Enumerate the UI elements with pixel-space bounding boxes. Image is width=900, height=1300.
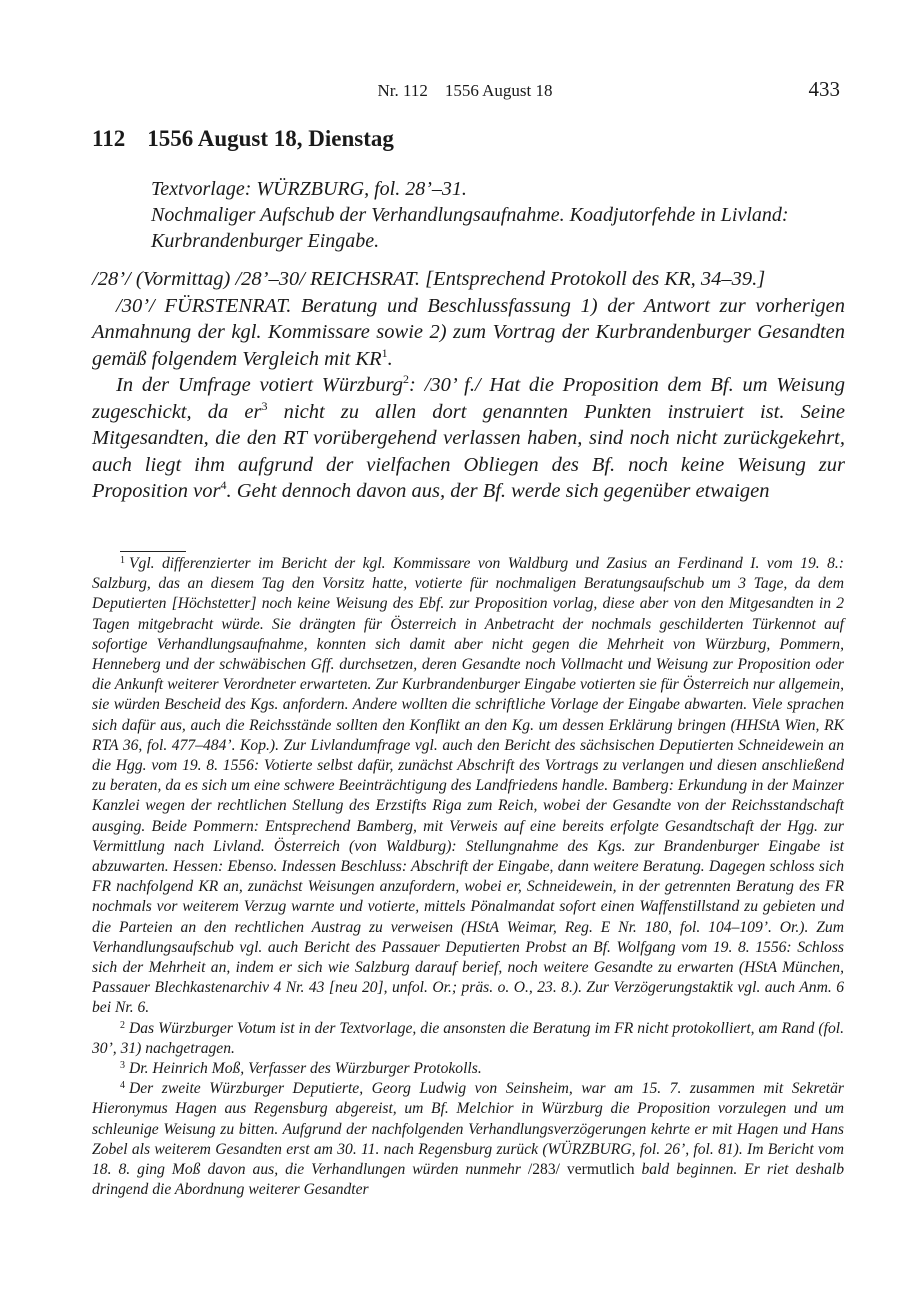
paragraph-text: . — [387, 347, 393, 370]
footnote-text: Das Würzburger Votum ist in der Textvorlage, die ansonsten die Beratung im FR nicht protokolliert, am Rand (fol. 30’, 31) nachgetragen. — [92, 1019, 844, 1057]
footnote-mark: 1 — [120, 555, 125, 566]
main-text — [92, 266, 845, 505]
source-line: Textvorlage: WÜRZBURG, fol. 28’–31. — [151, 178, 467, 200]
paragraph-text: . Geht dennoch davon aus, der Bf. werde sich gegenüber etwaigen — [226, 480, 770, 502]
running-head-title: Nr. 112 1556 August 18 — [377, 81, 553, 100]
paragraph-text: : /30’ f./ Hat die Proposition dem Bf. um Weisung zugeschickt, da er — [92, 374, 845, 423]
footnote-ref[interactable]: 2 — [403, 372, 410, 386]
footnote-2 — [92, 1019, 844, 1059]
footnote-3 — [92, 1059, 844, 1079]
paragraph-text: /28’/ (Vormittag) /28’–30/ REICHSRAT. [Entsprechend Protokoll des KR, 34–39.] — [92, 268, 766, 290]
footnote-ref[interactable]: 4 — [220, 478, 227, 492]
paragraph-text: nicht zu allen dort genannten Punkten instruiert ist. Seine Mitgesandten, die den RT vorübergehend verlassen haben, sind noch nicht zurückgekehrt, auch liegt ihm aufgrund der vielfachen Obliegen des Bf. noch keine Weisung zur Proposition vor — [92, 400, 845, 502]
footnote-4 — [92, 1079, 844, 1200]
footnote-text-upright: /283/ vermutlich — [527, 1161, 635, 1179]
footnotes — [92, 554, 844, 1201]
summary-line: Kurbrandenburger Eingabe. — [151, 230, 380, 252]
paragraph-text: In der Umfrage votiert Würzburg — [116, 374, 404, 396]
paragraph-umfrage — [92, 372, 845, 505]
page-number: 433 — [808, 77, 840, 101]
footnote-ref[interactable]: 3 — [261, 398, 268, 413]
summary-line: Nochmaliger Aufschub der Verhandlungsaufnahme. Koadjutorfehde in Livland: — [151, 204, 789, 226]
footnote-divider — [120, 551, 186, 552]
footnote-1 — [92, 554, 844, 1019]
footnote-text: Dr. Heinrich Moß, Verfasser des Würzburger Protokolls. — [129, 1060, 482, 1078]
document-heading — [92, 124, 394, 154]
paragraph-text: /30’/ FÜRSTENRAT. Beratung und Beschlussfassung 1) der Antwort zur vorherigen Anmahnung der kgl. Kommissare sowie 2) zum Vortrag der Kurbrandenburger Gesandten gemäß folgendem Vergleich mit KR — [92, 294, 845, 370]
footnote-mark: 2 — [120, 1019, 125, 1031]
footnote-text: bald beginnen. Er riet deshalb dringend die Abordnung weiterer Gesandter — [92, 1161, 844, 1199]
paragraph-fuerstenrat — [92, 293, 845, 373]
footnote-text: Vgl. differenzierter im Bericht der kgl. Kommissare von Waldburg und Zasius an Ferdinand I. vom 19. 8.: Salzburg, das an diesem Tag den Vorsitz hatte, votierte für nochmaligen Beratungsaufschub um 3 Tage, da dem Deputierten [Höchstetter] noch keine Weisung des Ebf. zur Proposition vorlag, diese aber von den Mitgesandten in 2 Tagen mitgebracht würde. Sie drängten für Österreich in Anbetracht der nochmals geschilderten Türkennot auf sofortige Verhandlungsaufnahme, konnten sich damit aber nicht gegen die Mehrheit von Würzburg, Pommern, Henneberg und der schwäbischen Gff. durchsetzen, deren Gesandte noch Vollmacht und Weisung zur Proposition oder die Ankunft weiterer Verordneter erwarteten. Zur Kurbrandenburger Eingabe votierten sie für Österreich nur allgemein, sie würden Bescheid des Kgs. anfordern. Andere wollten die schriftliche Vorlage der Eingabe abwarten. Viele sprachen sich dafür aus, auch die Reichsstände sollten den Konflikt an den Kg. um dessen Erklärung bringen (HHStA Wien, RK RTA 36, fol. 477–484’. Kop.). Zur Livlandumfrage vgl. auch den Bericht des sächsischen Deputierten Schneidewein an die Hgg. vom 19. 8. 1556: Votierte selbst dafür, zunächst Abschrift des Vortrags zu verlangen und diesen anschließend zu beraten, da es sich um eine schwere Beeinträchtigung des Landfriedens handle. Bamberg: Erkundung in der Mainzer Kanzlei wegen der rechtlichen Stellung des Erzstifts Riga zum Reich, wobei der Gesandte von der Reichsstandschaft ausging. Beide Pommern: Entsprechend Bamberg, mit Verweis auf eine bereits erfolgte Gesandtschaft der Hgg. zur Vermittlung nach Livland. Österreich (von Waldburg): Stellungnahme des Kgs. zur Brandenburger Eingabe ist abzuwarten. Hessen: Ebenso. Indessen Beschluss: Abschrift der Eingabe, dann weitere Beratung. Dagegen schloss sich FR nachfolgend KR an, zunächst Weisungen anzufordern, wobei er, Schneidewein, in der getrennten Beratung des FR nochmals vor weiterem Verzug warnte und votierte, mittels Pönalmandat sofort einen Waffenstillstand zu gebieten und die Parteien an den rechtlichen Austrag zu verweisen (HStA Weimar, Reg. E Nr. 180, fol. 104–109’. Or.). Zum Verhandlungsaufschub vgl. auch Bericht des Passauer Deputierten Probst an Bf. Wolfgang vom 19. 8. 1556: Schloss sich der Mehrheit an, indem er sich wie Salzburg darauf berief, noch weitere Gesandte zu erwarten (HStA München, Passauer Blechkastenarchiv 4 Nr. 43 [neu 20], unfol. Or.; präs. o. O., 23. 8.). Zur Verzögerungstaktik vgl. auch Anm. 6 bei Nr. 6. — [92, 555, 844, 1017]
document-date-title: 1556 August 18, Dienstag — [147, 126, 394, 151]
document-number: 112 — [92, 126, 126, 151]
footnote-text: Der zweite Würzburger Deputierte, Georg Ludwig von Seinsheim, war am 15. 7. zusammen mit Sekretär Hieronymus Hagen aus Regensburg abgereist, um Bf. Melchior in Würzburg die Proposition vorzulegen und um schleunige Weisung zu bitten. Aufgrund der nachfolgenden Verhandlungsverzögerungen kehrte er mit Hagen und Hans Zobel als weiterem Gesandten erst am 30. 11. nach Regensburg zurück (WÜRZBURG, fol. 26’, fol. 81). Im Bericht vom 18. 8. ging Moß davon aus, die Verhandlungen würden nunmehr — [92, 1080, 844, 1179]
footnote-mark: 4 — [120, 1080, 125, 1092]
footnote-mark: 3 — [120, 1060, 125, 1072]
paragraph-reichsrat — [92, 266, 845, 293]
footnote-ref[interactable]: 1 — [381, 345, 388, 360]
source-block — [151, 176, 846, 254]
